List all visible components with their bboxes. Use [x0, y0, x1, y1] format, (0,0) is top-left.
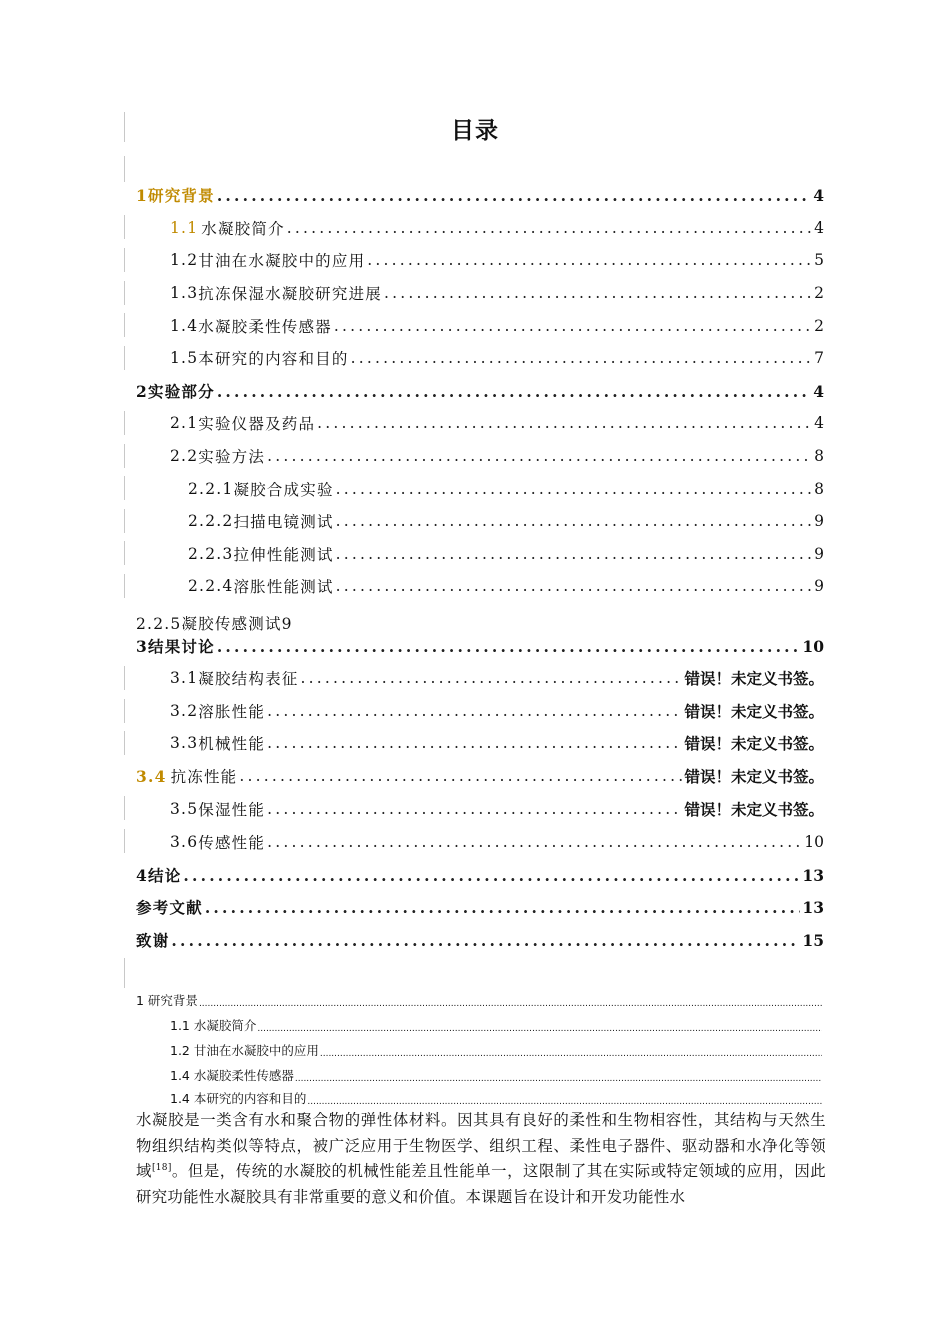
dot-leader: [217, 186, 811, 205]
toc-number: 3.6: [170, 833, 199, 851]
toc-number: 2.2.4: [188, 577, 234, 595]
citation-ref: [18]: [151, 1162, 172, 1173]
toc-number: 1: [136, 185, 148, 205]
toc-number: 2.2.1: [188, 480, 234, 498]
dot-leader: [267, 833, 802, 851]
toc-page: 8: [814, 447, 824, 465]
toc-entry[interactable]: [170, 696, 824, 726]
toc-entry[interactable]: [136, 892, 824, 922]
toc-title: 水凝胶柔性传感器: [198, 318, 332, 336]
toc-entry[interactable]: [170, 441, 824, 471]
toc-title: 凝胶合成实验: [233, 481, 334, 499]
toc-page: 7: [814, 349, 824, 367]
dot-leader: [217, 637, 801, 656]
dot-leader: [336, 545, 812, 563]
toc-entry[interactable]: [188, 506, 824, 536]
mini-toc-entry[interactable]: [136, 987, 822, 1009]
toc-number: 4: [136, 865, 148, 885]
margin-mark: [124, 411, 125, 435]
page-title: 目录: [451, 118, 499, 144]
toc-entry[interactable]: [170, 827, 824, 857]
toc-page-error: 错误！未定义书签。: [684, 801, 824, 819]
toc-title: 实验部分: [148, 382, 215, 401]
toc-title: 研究背景: [148, 186, 215, 205]
margin-mark: [124, 476, 125, 500]
toc-page-error: 错误！未定义书签。: [684, 670, 824, 688]
dot-leader: [267, 734, 682, 752]
dot-leader: [334, 317, 812, 335]
dot-leader: [239, 767, 682, 785]
toc-title: 传感性能: [198, 834, 266, 852]
toc-entry[interactable]: [136, 925, 824, 955]
dot-leader: [351, 349, 813, 367]
toc-entry[interactable]: [170, 663, 824, 693]
toc-number: 3.5: [170, 800, 199, 818]
toc-title: 溶胀性能测试: [233, 578, 334, 596]
toc-title: 结果讨论: [148, 637, 215, 656]
toc-page: 13: [802, 897, 824, 917]
toc-entry[interactable]: [188, 474, 824, 504]
toc-entry[interactable]: [170, 311, 824, 341]
toc-page: 2: [814, 284, 824, 302]
toc-entry[interactable]: [136, 376, 824, 406]
toc-entry[interactable]: [136, 180, 824, 210]
dot-leader: [183, 866, 800, 885]
toc-entry[interactable]: [170, 794, 824, 824]
toc-page: 4: [813, 381, 824, 401]
toc-title: 结论: [148, 866, 182, 885]
toc-number: 2.2.3: [188, 545, 234, 563]
toc-number: 1.2: [170, 251, 199, 269]
toc-entry[interactable]: [136, 860, 824, 890]
margin-mark: [124, 699, 125, 723]
toc-number: 2.2.2: [188, 512, 234, 530]
dot-leader: [287, 219, 812, 237]
toc-title: 实验仪器及药品: [198, 415, 316, 433]
toc-title: 参考文献: [136, 898, 203, 917]
toc-page: 9: [814, 577, 824, 595]
toc-title: 抗冻保湿水凝胶研究进展: [198, 285, 382, 303]
toc-entry[interactable]: [188, 539, 824, 569]
dot-leader: [267, 447, 812, 465]
toc-page: 10: [804, 833, 824, 851]
toc-title: 保湿性能: [198, 801, 266, 819]
margin-mark: [124, 829, 125, 853]
mini-toc-label: 1 研究背景: [136, 993, 198, 1008]
mini-toc-label: 1.1 水凝胶简介: [170, 1018, 257, 1033]
toc-number: 3.2: [170, 702, 199, 720]
toc-title: 抗冻性能: [170, 768, 238, 786]
margin-mark: [124, 796, 125, 820]
mini-toc-label: 1.2 甘油在水凝胶中的应用: [170, 1043, 319, 1058]
dot-leader: [199, 999, 822, 1009]
body-paragraph: [136, 1108, 826, 1210]
dot-leader: [307, 1097, 822, 1107]
toc-page-error: 错误！未定义书签。: [684, 768, 824, 786]
dot-leader: [217, 382, 811, 401]
mini-toc-label: 1.4 本研究的内容和目的: [170, 1091, 307, 1106]
toc-page-error: 错误！未定义书签。: [684, 735, 824, 753]
margin-mark: [124, 346, 125, 370]
toc-number: 2.1: [170, 414, 199, 432]
margin-mark: [124, 666, 125, 690]
margin-mark: [124, 281, 125, 305]
margin-mark: [124, 574, 125, 598]
toc-title: 拉伸性能测试: [233, 546, 334, 564]
toc-page: 2: [814, 317, 824, 335]
toc-page: 4: [813, 185, 824, 205]
toc-title: 凝胶结构表征: [198, 670, 299, 688]
mini-toc-entry[interactable]: [170, 1037, 822, 1059]
toc-entry[interactable]: [188, 571, 824, 601]
toc-title: 本研究的内容和目的: [198, 350, 349, 368]
toc-entry[interactable]: [136, 631, 824, 661]
dot-leader: [367, 251, 812, 269]
margin-mark: [124, 958, 125, 988]
toc-title: 致谢: [136, 931, 170, 950]
toc-page-error: 错误！未定义书签。: [684, 703, 824, 721]
dot-leader: [171, 931, 800, 950]
toc-page: 5: [814, 251, 824, 269]
toc-entry[interactable]: [170, 343, 824, 373]
margin-mark: [124, 156, 125, 182]
margin-mark: [124, 248, 125, 272]
margin-mark: [124, 215, 125, 239]
margin-mark: [124, 509, 125, 533]
dot-leader: [336, 577, 812, 595]
toc-entry[interactable]: [170, 728, 824, 758]
toc-title: 甘油在水凝胶中的应用: [198, 252, 366, 270]
toc-title: 扫描电镜测试: [233, 513, 334, 531]
toc-page: 9: [814, 545, 824, 563]
toc-title: 溶胀性能: [198, 703, 266, 721]
toc-entry[interactable]: [170, 408, 824, 438]
toc-number: 3: [136, 636, 148, 656]
mini-toc-label: 1.4 水凝胶柔性传感器: [170, 1068, 294, 1083]
toc-page: 4: [814, 219, 824, 237]
toc-title: 实验方法: [198, 448, 266, 466]
margin-mark: [124, 444, 125, 468]
dot-leader: [317, 414, 812, 432]
margin-mark: [124, 313, 125, 337]
dot-leader: [267, 702, 682, 720]
dot-leader: [384, 284, 812, 302]
toc-number: 3.4: [136, 766, 167, 786]
toc-title: 机械性能: [198, 735, 266, 753]
toc-number: 3.3: [170, 734, 199, 752]
dot-leader: [295, 1074, 822, 1084]
toc-entry[interactable]: [136, 761, 824, 791]
toc-entry[interactable]: [170, 245, 824, 275]
toc-number: 2.2: [170, 447, 199, 465]
toc-number: 1.5: [170, 349, 199, 367]
body-text-part: 水凝胶是一类含有水和聚合物的弹性体材料。因其具有良好的柔性和生物相容性，其结构与天然生物组织结构类似等特点，被广泛应用于生物医学、组织工程、柔性电子器件、驱动器和水净化等领域: [136, 1111, 826, 1180]
mini-toc-entry[interactable]: [170, 1085, 822, 1107]
dot-leader: [257, 1024, 822, 1034]
toc-page: 9: [814, 512, 824, 530]
dot-leader: [320, 1049, 822, 1059]
margin-mark: [124, 541, 125, 565]
margin-mark: [124, 731, 125, 755]
toc-page: 10: [802, 636, 824, 656]
toc-page: 8: [814, 480, 824, 498]
dot-leader: [267, 800, 682, 818]
body-text-part: 。但是，传统的水凝胶的机械性能差且性能单一，这限制了其在实际或特定领域的应用，因此研究功能性水凝胶具有非常重要的意义和价值。本课题旨在设计和开发功能性水: [136, 1162, 826, 1206]
dot-leader: [205, 898, 801, 917]
dot-leader: [300, 669, 682, 687]
mini-toc-entry[interactable]: [170, 1062, 822, 1084]
toc-entry[interactable]: [170, 278, 824, 308]
toc-number: 2: [136, 381, 148, 401]
toc-page: 15: [802, 930, 824, 950]
toc-page: 13: [802, 865, 824, 885]
toc-entry[interactable]: [170, 213, 824, 243]
toc-number: 3.1: [170, 669, 199, 687]
dot-leader: [336, 480, 812, 498]
dot-leader: [336, 512, 812, 530]
toc-number: 1.1: [170, 219, 199, 237]
mini-toc-entry[interactable]: [170, 1012, 822, 1034]
loose-toc-line: 2.2.5凝胶传感测试9: [136, 615, 293, 633]
toc-title: 水凝胶简介: [201, 220, 285, 238]
toc-number: 1.3: [170, 284, 199, 302]
toc-number: 1.4: [170, 317, 199, 335]
toc-page: 4: [814, 414, 824, 432]
